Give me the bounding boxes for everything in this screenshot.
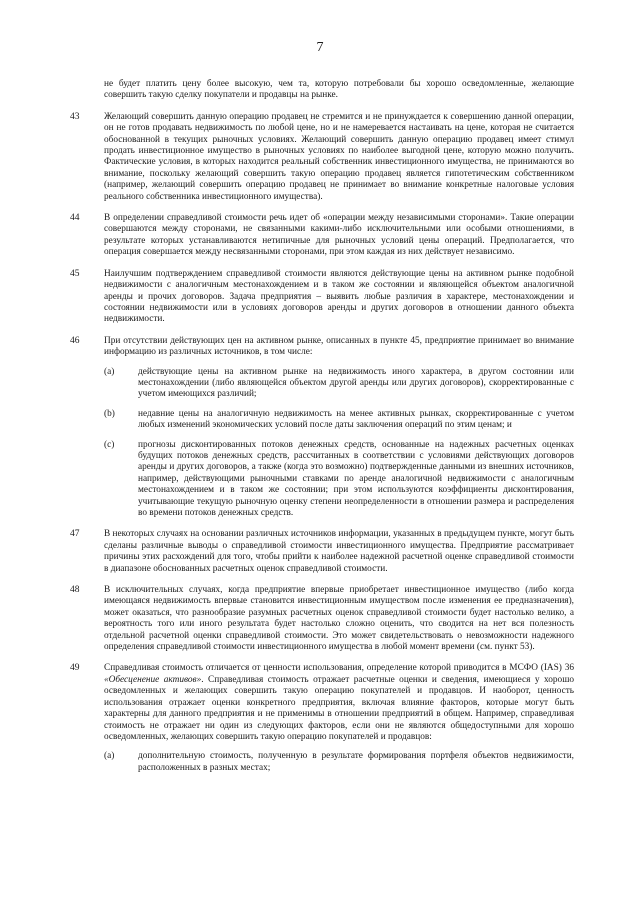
list-item-label: (c) [104, 439, 115, 450]
standard-title: «Обесценение активов» [104, 674, 202, 685]
paragraph-number: 49 [70, 663, 80, 674]
paragraph-44 [70, 213, 574, 259]
list-item [104, 409, 574, 432]
paragraph-46 [70, 336, 574, 520]
paragraph-text: В некоторых случаях на основании различных источников информации, указанных в предыдущем пункте, могут быть сделаны различные выводы о справедливой стоимости инвестиционного имущества. Предприятие рассматривает причины этих расхождений для того, чтобы прийти к наиболее надежной расчетной оценке справедливой стоимости в диапазоне обоснованных расчетных оценок справедливой стоимости. [104, 529, 574, 574]
continuation-text: не будет платить цену более высокую, чем та, которую потребовали бы хорошо осведомленные, желающие совершить такую сделку покупатели и продавцы на рынке. [104, 79, 574, 101]
paragraph-number: 46 [70, 335, 80, 346]
paragraph-text: Наилучшим подтверждением справедливой стоимости являются действующие цены на активном рынке подобной недвижимости с аналогичным местонахождением и в таком же состоянии и являющейся объектом аналогичной аренды и прочих договоров. Задача предприятия – выявить любые различия в характере, местонахождении и состоянии недвижимости или в условиях договоров аренды и других договоров в отношении данного объекта недвижимости. [104, 268, 574, 325]
paragraph-number: 44 [70, 213, 80, 224]
paragraph-number: 47 [70, 529, 80, 540]
paragraph-48 [70, 585, 574, 653]
paragraph-text [104, 663, 574, 743]
paragraph-49 [70, 663, 574, 774]
list-item-label: (b) [104, 408, 115, 419]
list-item [104, 751, 574, 774]
paragraph-text: При отсутствии действующих цен на активном рынке, описанных в пункте 45, предприятие принимает во внимание информацию из различных источников, в том числе: [104, 335, 574, 358]
list-item-label: (a) [104, 366, 115, 377]
list-item-text: дополнительную стоимость, полученную в результате формирования портфеля объектов недвижимости, расположенных в разных местах; [138, 751, 574, 773]
list-item [104, 440, 574, 520]
list-item-text: недавние цены на аналогичную недвижимость на менее активных рынках, скорректированные с учетом любых изменений экономических условий после даты заключения операций по этим ценам; и [138, 408, 574, 431]
paragraph-text: В исключительных случаях, когда предприятие впервые приобретает инвестиционное имущество (либо когда имеющаяся недвижимость впервые становится инвестиционным имуществом после изменения ее предназначения), может оказаться, что разнообразие разумных расчетных оценок справедливой стоимости будет настолько велико, а вероятность того или иного результата будет настолько сложно оценить, что сводится на нет вся полезность отдельной расчетной оценки справедливой стоимости. Это может свидетельствовать о невозможности надежного определения справедливой стоимости инвестиционного имущества в любой момент времени (см. пункт 53). [104, 585, 574, 653]
paragraph-47 [70, 529, 574, 575]
paragraph-text-post: . Справедливая стоимость отражает расчетные оценки и сведения, имеющиеся у хорошо осведомленных и желающих совершить такую операцию покупателей и продавцов. И наоборот, ценность использования отражает оценки конкретного предприятия, включая влияние факторов, которые могут быть характерны для данного предприятия и не применимы в отношении предприятий в общем. Например, справедливая стоимость не отражает ни один из следующих факторов, если они не являются общедоступными для хорошо осведомленных, желающих совершить такую операцию покупателей и продавцов: [104, 674, 575, 742]
paragraph-45 [70, 269, 574, 326]
paragraph-text-pre: Справедливая стоимость отличается от ценности использования, определение которой приводится в МСФО (IAS) 36 [104, 663, 574, 674]
paragraph-43 [70, 112, 574, 203]
paragraph-text: Желающий совершить данную операцию продавец не стремится и не принуждается к совершению данной операции, он не готов продавать недвижимость по любой цене, но и не намеревается настаивать на цене, которая не считается обоснованной в текущих рыночных условиях. Желающий совершить данную операцию продавец имеет стимул продать инвестиционное имущество в рыночных условиях по наиболее выгодной цене, которую можно получить. Фактические условия, в которых находится реальный собственник инвестиционного имущества, не принимаются во внимание, поскольку желающий совершить такую операцию продавец является гипотетическим собственником (например, желающий совершить операцию продавец не принимает во внимание конкретные налоговые условия реального собственника инвестиционного имущества). [104, 111, 574, 202]
list-item-text: действующие цены на активном рынке на недвижимость иного характера, в другом состоянии или местонахождении (либо являющейся объектом другой аренды или других договоров), скорректированные с учетом имеющихся различий; [138, 366, 574, 400]
paragraph-number: 43 [70, 111, 80, 122]
paragraph-number: 48 [70, 585, 80, 596]
list-item-label: (a) [104, 751, 115, 762]
page-content [70, 79, 574, 784]
list-item [104, 367, 574, 401]
page-number: 7 [316, 40, 324, 55]
list-item-text: прогнозы дисконтированных потоков денежных средств, основанные на надежных расчетных оценках будущих потоков денежных средств, рассчитанных в соответствии с условиями действующих договоров аренды и других договоров, а также (когда это возможно) подтвержденные данными из внешних источников, например, действующими рыночными ставками по аренде аналогичной недвижимости с аналогичным местонахождением и в таком же состоянии; при этом используются коэффициенты дисконтирования, учитывающие текущую рыночную оценку степени неопределенности в отношении размера и распределения во времени потоков денежных средств. [138, 439, 574, 518]
paragraph-text: В определении справедливой стоимости речь идет об «операции между независимыми сторонами». Такие операции совершаются между сторонами, не связанными какими-либо исключительными или особыми отношениями, в результате которых устанавливаются нетипичные для рыночных условий цены операций. Предполагается, что операция совершается между несвязанными сторонами, при этом каждая из них действует независимо. [104, 213, 574, 258]
paragraph-number: 45 [70, 268, 80, 279]
